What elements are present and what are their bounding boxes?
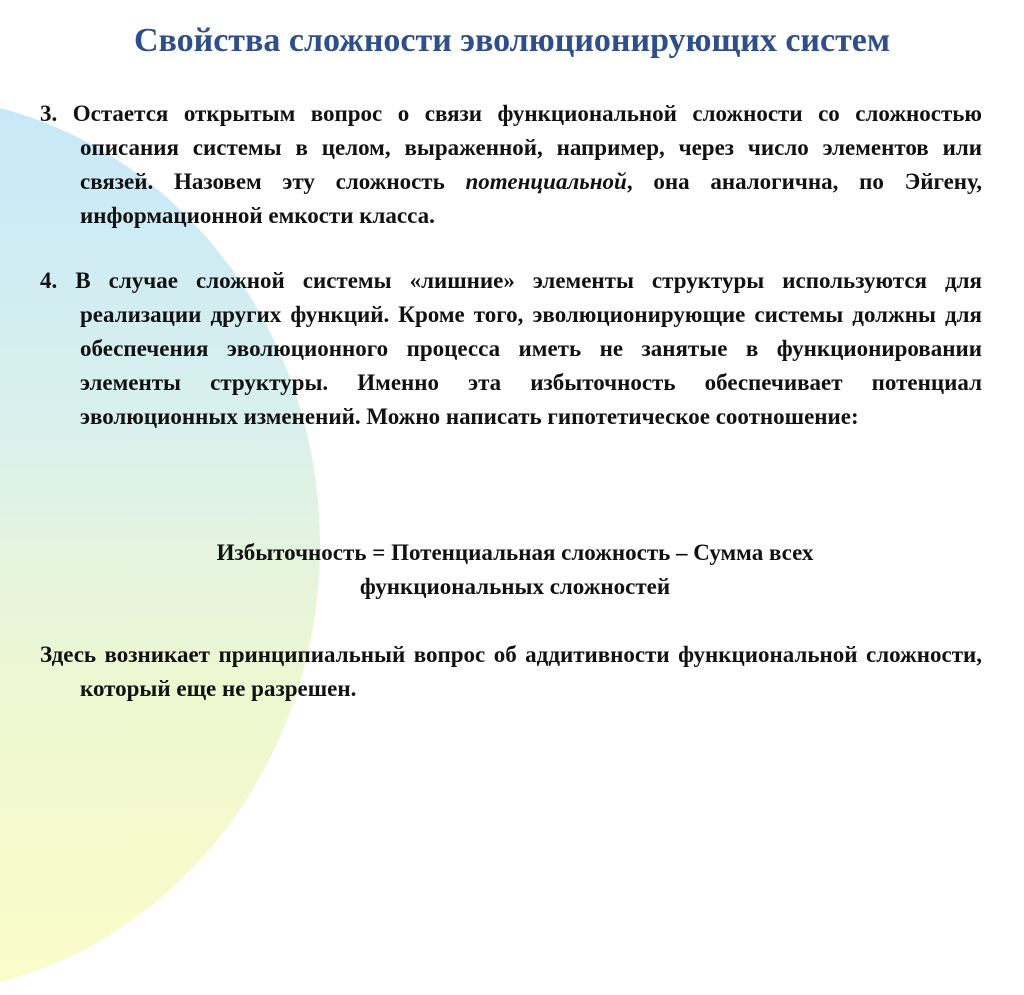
closing-paragraph: Здесь возникает принципиальный вопрос об аддитивности функциональной сложности, который еще не разрешен. — [40, 642, 982, 701]
point-3-emphasis: потенциальной — [465, 169, 627, 194]
formula-line-2: функциональных сложностей — [359, 574, 671, 599]
point-3-text-start: 3. Остается открытым вопрос о связи функциональной сложности со сложностью описания системы в целом, выраженной, например, через число элементов или связей. Назовем эту сложность — [40, 101, 982, 194]
paragraph-point-4: 4. В случае сложной системы «лишние» элементы структуры используются для реализации других функций. Кроме того, эволюционирующие системы должны для обеспечения эволюционного процесса иметь не занятые в функционировании элементы структуры. Именно эта избыточность обеспечивает потенциал эволюционных изменений. Можно написать гипотетическое соотношение: — [40, 268, 982, 429]
paragraph-point-3 — [40, 97, 982, 233]
formula — [100, 536, 930, 604]
slide-title: Свойства сложности эволюционирующих систем — [133, 22, 891, 59]
formula-line-1: Избыточность = Потенциальная сложность – Сумма всех — [216, 540, 814, 565]
point-3-text-end: , она аналогична, по Эйгену, информационной емкости класса. — [80, 169, 982, 228]
